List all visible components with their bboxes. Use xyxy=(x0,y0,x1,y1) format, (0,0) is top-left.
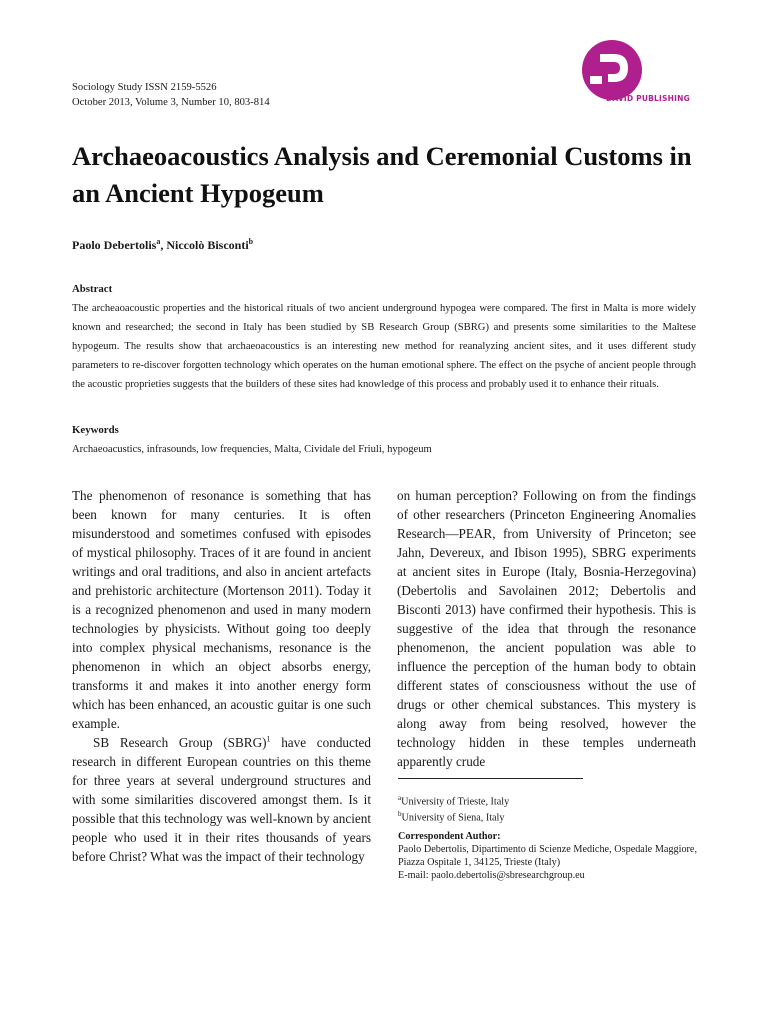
journal-info xyxy=(72,80,270,110)
body-paragraph-2-start: SB Research Group (SBRG)$^1$ have conducted research in different European countries on this theme for three years at several underground structures and with some similarities discovered amongst them. Is it possible that this technology was well-known by ancient people who used it in their rites thousands of years before Christ? What was the impact of their technology xyxy=(72,734,371,864)
keywords-text: Archaeoacustics, infrasounds, low frequencies, Malta, Cividale del Friuli, hypogeum xyxy=(72,444,432,455)
journal-issue: October 2013, Volume 3, Number 10, 803-814 xyxy=(72,97,270,108)
abstract xyxy=(72,280,696,394)
author-1: Paolo Debertolis xyxy=(72,238,157,252)
author-1-affil: a xyxy=(156,237,161,246)
correspondent-address: Paolo Debertolis, Dipartimento di Scienze Mediche, Ospedale Maggiore, Piazza Ospitale 1, 34125, Trieste (Italy) xyxy=(398,844,697,868)
correspondent-email: E-mail: paolo.debertolis@sbresearchgroup.eu xyxy=(398,870,585,881)
article-title: Archaeoacoustics Analysis and Ceremonial Customs in an Ancient Hypogeum xyxy=(72,141,692,208)
author-2-affil: b xyxy=(248,237,254,246)
abstract-heading: Abstract xyxy=(72,283,113,295)
correspondent-author xyxy=(398,830,697,882)
publisher-name: DAVID PUBLISHING xyxy=(606,94,690,103)
journal-issn: Sociology Study ISSN 2159-5526 xyxy=(72,82,217,93)
keywords xyxy=(72,421,696,459)
author-2: Niccolò Bisconti xyxy=(166,238,249,252)
footnote-divider xyxy=(398,778,583,779)
affiliation-b: $^b$University of Siena, Italy xyxy=(398,810,505,824)
body-column-left xyxy=(72,486,371,866)
body-paragraph-1: The phenomenon of resonance is something that has been known for many centuries. It is often misunderstood and sometimes confused with episodes of mystical philosophy. Traces of it are found in ancient writings and oral traditions, and also in ancient artefacts and prehistoric architecture (Mortenson 2011). Today it is a recognized phenomenon and used in many modern technologies by physicists. Without going too deeply into complex physical mechanisms, resonance is the phenomenon in which an object absorbs energy, transforms it and makes it into another energy form which has been enhanced, an acoustic guitar is one such example. xyxy=(72,488,371,731)
affiliation-a: $^a$University of Trieste, Italy xyxy=(398,794,510,808)
keywords-heading: Keywords xyxy=(72,424,119,436)
authors: Paolo Debertolis$^a$, Niccolò Bisconti$^b$ xyxy=(72,237,254,252)
body-paragraph-2-continued: on human perception? Following on from the findings of other researchers (Princeton Engineering Anomalies Research—PEAR, from University of Princeton; see Jahn, Devereux, and Ibison 1995), SBRG experiments at ancient sites in Europe (Italy, Bosnia-Herzegovina) (Debertolis and Savolainen 2012; Debertolis and Bisconti 2013) have confirmed their hypothesis. This is suggestive of the idea that through the resonance phenomenon, the ancient population was able to influence the perception of the human body to obtain different states of consciousness without the use of drugs or other chemical substances. This mystery is along away from being resolved, however the technology hidden in these temples underneath apparently crude xyxy=(397,488,696,769)
correspondent-label: Correspondent Author: xyxy=(398,831,501,842)
footnote-ref: 1 xyxy=(266,734,271,744)
affiliations xyxy=(398,792,698,825)
abstract-text: The archeaoacoustic properties and the historical rituals of two ancient underground hypogea were compared. The first in Malta is more widely known and researched; the second in Italy has been studied by SB Research Group (SBRG) and presents some similarities to the Maltese hypogeum. The results show that archaeoacoustics is an interesting new method for reanalyzing ancient sites, and it uses different study parameters to re-discover forgotten technology which operates on the human emotional sphere. The effect on the psyche of ancient people through the acoustic proprieties suggests that the builders of these sites had knowledge of this process and probably used it to enhance their rituals. xyxy=(72,303,696,390)
body-column-right xyxy=(397,486,696,771)
